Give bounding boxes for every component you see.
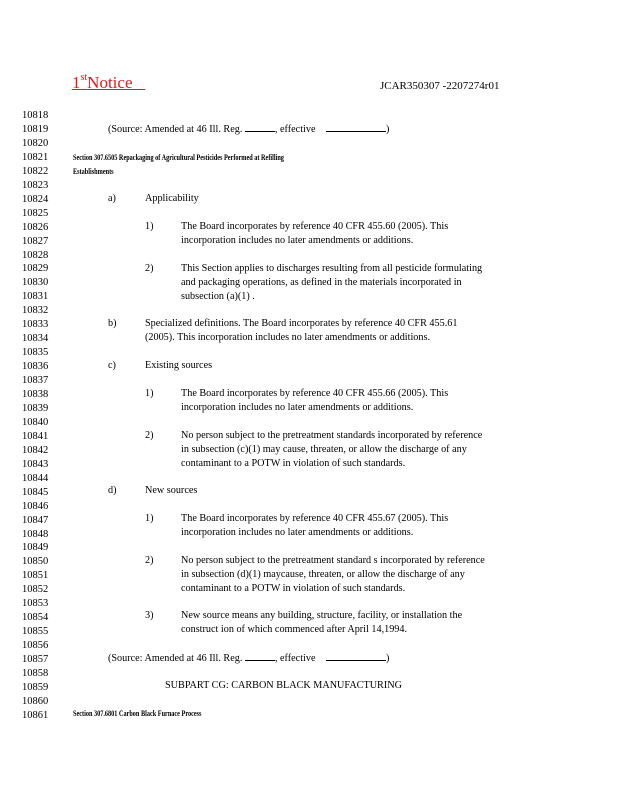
line-number: 10829 bbox=[22, 263, 49, 275]
source-note-suffix: ) bbox=[386, 653, 390, 664]
line-number: 10828 bbox=[22, 249, 49, 261]
item-d2-label: 2) bbox=[145, 555, 154, 566]
subsection-b-line: (2005). This incorporation includes no later amendments or additions. bbox=[145, 332, 431, 343]
line-number: 10858 bbox=[22, 668, 49, 679]
effective-blank bbox=[326, 651, 386, 661]
subsection-b-label: b) bbox=[108, 318, 117, 329]
line-number: 10835 bbox=[22, 347, 49, 359]
subsection-d-label: d) bbox=[108, 485, 117, 496]
item-c2-line: in subsection (c)(1) may cause, threaten, or allow the discharge of any bbox=[181, 444, 467, 455]
subsection-c-label: c) bbox=[108, 360, 116, 371]
subpart-heading: SUBPART CG: CARBON BLACK MANUFACTURING bbox=[165, 680, 402, 691]
line-number: 10822 bbox=[22, 165, 49, 177]
notice-label bbox=[72, 73, 145, 93]
section-heading-307-6505: Section 307.6505 Repackaging of Agricultural Pesticides Performed at Refilling bbox=[73, 153, 284, 162]
line-number: 10826 bbox=[22, 221, 49, 233]
section-heading-307-6801: Section 307.6801 Carbon Black Furnace Process bbox=[73, 709, 202, 718]
item-c2-label: 2) bbox=[145, 430, 154, 441]
source-note-middle: , effective bbox=[274, 653, 316, 664]
subsection-c-title: Existing sources bbox=[145, 360, 213, 371]
reg-blank bbox=[245, 651, 275, 661]
item-c2-line: contaminant to a POTW in violation of such standards. bbox=[181, 458, 406, 469]
line-number: 10844 bbox=[22, 472, 49, 484]
effective-blank bbox=[326, 122, 386, 132]
item-c1-line: The Board incorporates by reference 40 CFR 455.66 (2005). This bbox=[181, 388, 449, 399]
line-number: 10854 bbox=[22, 612, 49, 624]
line-number: 10836 bbox=[22, 361, 49, 373]
source-note-2 bbox=[108, 651, 389, 666]
line-number: 10827 bbox=[22, 235, 49, 247]
line-number: 10839 bbox=[22, 402, 49, 414]
item-a2-line: and packaging operations, as defined in the materials incorporated in bbox=[181, 277, 462, 288]
line-number: 10819 bbox=[22, 123, 49, 135]
line-number: 10850 bbox=[22, 556, 49, 568]
line-number: 10857 bbox=[22, 654, 49, 666]
item-c1-line: incorporation includes no later amendments or additions. bbox=[181, 402, 414, 413]
document-id: JCAR350307 -2207274r01 bbox=[380, 80, 500, 92]
line-number: 10856 bbox=[22, 640, 49, 652]
item-d2-line: in subsection (d)(1) maycause, threaten, or allow the discharge of any bbox=[181, 569, 465, 580]
item-a1-line: The Board incorporates by reference 40 CFR 455.60 (2005). This bbox=[181, 221, 449, 232]
item-a2-line: subsection (a)(1) . bbox=[181, 291, 255, 302]
line-number: 10845 bbox=[22, 486, 49, 498]
line-number: 10848 bbox=[22, 528, 49, 540]
line-number: 10832 bbox=[22, 305, 49, 317]
line-number: 10860 bbox=[22, 695, 49, 707]
source-note-middle: , effective bbox=[274, 124, 316, 135]
line-number: 10824 bbox=[22, 193, 49, 205]
line-number: 10847 bbox=[22, 514, 49, 526]
subsection-a-label: a) bbox=[108, 193, 116, 204]
item-a1-line: incorporation includes no later amendments or additions. bbox=[181, 235, 414, 246]
source-note-prefix: (Source: Amended at 46 Ill. Reg. bbox=[108, 653, 243, 664]
line-number: 10843 bbox=[22, 458, 49, 470]
item-d1-line: The Board incorporates by reference 40 CFR 455.67 (2005). This bbox=[181, 513, 449, 524]
line-number: 10818 bbox=[22, 110, 49, 121]
line-number: 10833 bbox=[22, 319, 49, 331]
line-number: 10831 bbox=[22, 291, 49, 303]
line-number: 10837 bbox=[22, 375, 49, 387]
item-a2-line: This Section applies to discharges resulting from all pesticide formulating bbox=[181, 263, 483, 274]
line-number: 10851 bbox=[22, 570, 49, 582]
notice-word: Notice bbox=[87, 73, 133, 92]
item-a1-label: 1) bbox=[145, 221, 154, 232]
item-c1-label: 1) bbox=[145, 388, 154, 399]
line-number: 10842 bbox=[22, 444, 49, 456]
line-number: 10849 bbox=[22, 542, 49, 554]
line-number: 10852 bbox=[22, 584, 49, 596]
line-number: 10846 bbox=[22, 500, 49, 512]
source-note-1 bbox=[108, 122, 389, 137]
source-note-suffix: ) bbox=[386, 124, 390, 135]
item-d2-line: No person subject to the pretreatment standard s incorporated by reference bbox=[181, 555, 485, 566]
line-number: 10841 bbox=[22, 430, 49, 442]
line-number: 10830 bbox=[22, 277, 49, 289]
item-c2-line: No person subject to the pretreatment standards incorporated by reference bbox=[181, 430, 483, 441]
line-number: 10825 bbox=[22, 207, 49, 219]
item-d2-line: contaminant to a POTW in violation of such standards. bbox=[181, 583, 406, 594]
line-number: 10823 bbox=[22, 179, 49, 191]
line-number: 10853 bbox=[22, 598, 49, 610]
reg-blank bbox=[245, 122, 275, 132]
line-number: 10855 bbox=[22, 626, 49, 638]
subsection-b-line: Specialized definitions. The Board incorporates by reference 40 CFR 455.61 bbox=[145, 318, 458, 329]
subsection-d-title: New sources bbox=[145, 485, 198, 496]
section-heading-continuation: Establishments bbox=[73, 167, 114, 176]
line-number: 10820 bbox=[22, 137, 49, 149]
subsection-a-title: Applicability bbox=[145, 193, 199, 204]
item-a2-label: 2) bbox=[145, 263, 154, 274]
item-d1-label: 1) bbox=[145, 513, 154, 524]
line-number: 10861 bbox=[22, 709, 49, 721]
item-d1-line: incorporation includes no later amendments or additions. bbox=[181, 527, 414, 538]
notice-number: 1 bbox=[72, 73, 81, 92]
line-number: 10838 bbox=[22, 389, 49, 400]
line-number: 10821 bbox=[22, 151, 49, 163]
source-note-prefix: (Source: Amended at 46 Ill. Reg. bbox=[108, 124, 243, 135]
line-number: 10859 bbox=[22, 681, 49, 693]
item-d3-line: New source means any building, structure, facility, or installation the bbox=[181, 610, 463, 621]
item-d3-label: 3) bbox=[145, 610, 154, 621]
notice-superscript: st bbox=[80, 72, 88, 83]
line-number: 10834 bbox=[22, 333, 49, 345]
item-d3-line: construct ion of which commenced after April 14,1994. bbox=[181, 624, 408, 635]
line-number: 10840 bbox=[22, 416, 49, 428]
